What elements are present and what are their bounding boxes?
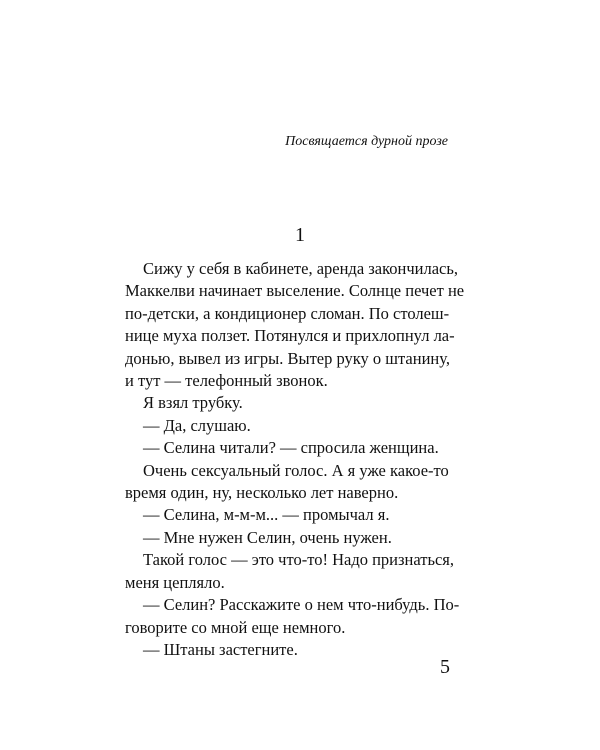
paragraph-10: — Штаны застегните. [143, 639, 298, 659]
paragraph-line: Очень сексуальный голос. А я уже какое-то [143, 460, 449, 480]
paragraph-4: — Селина читали? — спросила женщина. [143, 438, 439, 458]
paragraph-line: Сижу у себя в кабинете, аренда закончилась, [143, 259, 459, 278]
paragraph-8 [125, 549, 455, 594]
paragraph-3: — Да, слушаю. [143, 415, 251, 435]
paragraph-1 [125, 258, 465, 392]
paragraph-line: Маккелви начинает выселение. Солнце печет не [125, 281, 465, 301]
paragraph-line: донью, вывел из игры. Вытер руку о штанину, [125, 348, 450, 368]
paragraph-line: и тут — телефонный звонок. [125, 371, 328, 391]
paragraph-6: — Селина, м-м-м... — промычал я. [143, 505, 390, 525]
paragraph-5 [125, 460, 449, 505]
paragraph-line: Такой голос — это что-то! Надо признаться, [143, 550, 455, 570]
page-number: 5 [440, 656, 450, 678]
paragraph-line: нице муха ползет. Потянулся и прихлопнул ла- [125, 326, 455, 346]
paragraph-line: меня цепляло. [125, 572, 225, 592]
paragraph-7: — Мне нужен Селин, очень нужен. [143, 527, 392, 547]
paragraph-line: говорите со мной еще немного. [125, 617, 346, 637]
body-text [125, 258, 465, 661]
dedication: Посвящается дурной прозе [285, 134, 448, 149]
paragraph-9 [125, 594, 460, 639]
chapter-number: 1 [295, 224, 305, 246]
paragraph-line: по-детски, а кондиционер сломан. По столеш- [125, 303, 450, 323]
paragraph-line: — Селин? Расскажите о нем что-нибудь. По- [143, 595, 460, 615]
paragraph-line: время один, ну, несколько лет наверно. [125, 483, 399, 503]
paragraph-2: Я взял трубку. [143, 393, 243, 413]
